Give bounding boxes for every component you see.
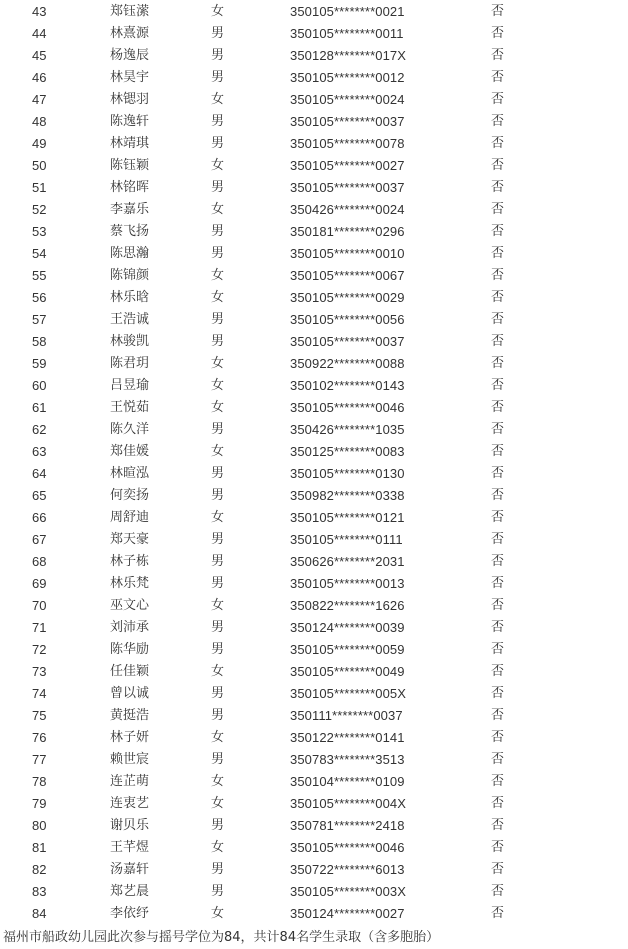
- row-number: 49: [32, 136, 47, 151]
- student-gender: 女: [211, 4, 225, 19]
- table-row: [0, 749, 628, 771]
- student-id-number: 350105********0037: [290, 334, 405, 349]
- status-flag: 否: [491, 532, 505, 547]
- row-number: 74: [32, 686, 47, 701]
- status-flag: 否: [491, 598, 505, 613]
- table-row: [0, 419, 628, 441]
- status-flag: 否: [491, 4, 505, 19]
- status-flag: 否: [491, 70, 505, 85]
- student-gender: 男: [211, 26, 225, 41]
- table-row: [0, 815, 628, 837]
- row-number: 51: [32, 180, 47, 195]
- student-name: 巫文心: [110, 598, 150, 613]
- student-id-number: 350626********2031: [290, 554, 405, 569]
- status-flag: 否: [491, 708, 505, 723]
- row-number: 55: [32, 268, 47, 283]
- student-id-number: 350102********0143: [290, 378, 405, 393]
- table-row: [0, 331, 628, 353]
- row-number: 73: [32, 664, 47, 679]
- student-name: 林暄泓: [110, 466, 150, 481]
- status-flag: 否: [491, 158, 505, 173]
- status-flag: 否: [491, 664, 505, 679]
- student-name: 何奕扬: [110, 488, 150, 503]
- student-id-number: 350105********0024: [290, 92, 405, 107]
- student-name: 刘沛承: [110, 620, 150, 635]
- student-id-number: 350105********0021: [290, 4, 405, 19]
- student-id-number: 350181********0296: [290, 224, 405, 239]
- table-row: [0, 353, 628, 375]
- table-row: [0, 309, 628, 331]
- student-name: 林乐梵: [110, 576, 150, 591]
- status-flag: 否: [491, 48, 505, 63]
- status-flag: 否: [491, 378, 505, 393]
- row-number: 72: [32, 642, 47, 657]
- student-name: 林铭晖: [110, 180, 150, 195]
- table-row: [0, 683, 628, 705]
- row-number: 54: [32, 246, 47, 261]
- student-id-number: 350105********004X: [290, 796, 407, 811]
- row-number: 66: [32, 510, 47, 525]
- table-row: [0, 177, 628, 199]
- student-id-number: 350128********017X: [290, 48, 407, 63]
- student-name: 李嘉乐: [110, 202, 150, 217]
- status-flag: 否: [491, 312, 505, 327]
- student-name: 王芊煜: [110, 840, 150, 855]
- student-gender: 男: [211, 686, 225, 701]
- student-name: 曾以诚: [110, 686, 150, 701]
- student-name: 王浩诚: [110, 312, 150, 327]
- table-row: [0, 287, 628, 309]
- row-number: 68: [32, 554, 47, 569]
- status-flag: 否: [491, 862, 505, 877]
- table-row: [0, 573, 628, 595]
- student-gender: 男: [211, 246, 225, 261]
- student-name: 汤嘉轩: [110, 862, 150, 877]
- student-name: 连衷艺: [110, 796, 150, 811]
- row-number: 56: [32, 290, 47, 305]
- table-row: [0, 89, 628, 111]
- status-flag: 否: [491, 818, 505, 833]
- table-row: [0, 23, 628, 45]
- student-id-number: 350125********0083: [290, 444, 405, 459]
- status-flag: 否: [491, 136, 505, 151]
- student-id-number: 350105********0130: [290, 466, 405, 481]
- student-id-number: 350111********0037: [290, 708, 403, 723]
- table-row: [0, 199, 628, 221]
- table-row: [0, 221, 628, 243]
- student-name: 陈久洋: [110, 422, 150, 437]
- row-number: 50: [32, 158, 47, 173]
- student-name: 陈华励: [110, 642, 150, 657]
- status-flag: 否: [491, 26, 505, 41]
- row-number: 46: [32, 70, 47, 85]
- student-gender: 女: [211, 906, 225, 921]
- row-number: 75: [32, 708, 47, 723]
- footnote-text: 福州市船政幼儿园此次参与摇号学位为84，共计84名学生录取（含多胞胎）: [3, 930, 440, 945]
- status-flag: 否: [491, 114, 505, 129]
- student-id-number: 350781********2418: [290, 818, 405, 833]
- table-row: [0, 529, 628, 551]
- student-gender: 男: [211, 884, 225, 899]
- student-id-number: 350105********0049: [290, 664, 405, 679]
- row-number: 78: [32, 774, 47, 789]
- row-number: 53: [32, 224, 47, 239]
- row-number: 45: [32, 48, 47, 63]
- status-flag: 否: [491, 334, 505, 349]
- status-flag: 否: [491, 202, 505, 217]
- table-row: [0, 793, 628, 815]
- student-gender: 女: [211, 774, 225, 789]
- student-gender: 男: [211, 70, 225, 85]
- student-gender: 女: [211, 730, 225, 745]
- student-id-number: 350105********0027: [290, 158, 405, 173]
- student-gender: 女: [211, 444, 225, 459]
- table-row: [0, 551, 628, 573]
- status-flag: 否: [491, 444, 505, 459]
- student-name: 赖世宸: [110, 752, 150, 767]
- row-number: 83: [32, 884, 47, 899]
- row-number: 82: [32, 862, 47, 877]
- student-name: 周舒迪: [110, 510, 150, 525]
- student-name: 王悦茹: [110, 400, 150, 415]
- status-flag: 否: [491, 510, 505, 525]
- status-flag: 否: [491, 92, 505, 107]
- student-name: 蔡飞扬: [110, 224, 150, 239]
- student-gender: 男: [211, 180, 225, 195]
- status-flag: 否: [491, 906, 505, 921]
- status-flag: 否: [491, 268, 505, 283]
- row-number: 65: [32, 488, 47, 503]
- student-id-number: 350105********0037: [290, 180, 405, 195]
- status-flag: 否: [491, 246, 505, 261]
- row-number: 62: [32, 422, 47, 437]
- student-name: 郑天豪: [110, 532, 150, 547]
- table-row: [0, 441, 628, 463]
- row-number: 48: [32, 114, 47, 129]
- student-name: 陈逸轩: [110, 114, 150, 129]
- status-flag: 否: [491, 422, 505, 437]
- student-name: 林子栋: [110, 554, 150, 569]
- table-row: [0, 639, 628, 661]
- status-flag: 否: [491, 884, 505, 899]
- student-gender: 女: [211, 598, 225, 613]
- status-flag: 否: [491, 752, 505, 767]
- status-flag: 否: [491, 290, 505, 305]
- student-gender: 女: [211, 92, 225, 107]
- student-id-number: 350105********0012: [290, 70, 405, 85]
- student-id-number: 350105********0029: [290, 290, 405, 305]
- student-name: 陈思瀚: [110, 246, 150, 261]
- status-flag: 否: [491, 400, 505, 415]
- student-name: 杨逸辰: [110, 48, 150, 63]
- student-name: 林骏凯: [110, 334, 150, 349]
- student-gender: 男: [211, 752, 225, 767]
- student-name: 林子妍: [110, 730, 150, 745]
- student-gender: 男: [211, 466, 225, 481]
- student-gender: 女: [211, 400, 225, 415]
- student-gender: 女: [211, 378, 225, 393]
- student-gender: 男: [211, 224, 225, 239]
- student-gender: 男: [211, 620, 225, 635]
- row-number: 84: [32, 906, 47, 921]
- student-name: 陈锦颜: [110, 268, 150, 283]
- row-number: 63: [32, 444, 47, 459]
- student-gender: 男: [211, 422, 225, 437]
- table-row: [0, 727, 628, 749]
- student-gender: 男: [211, 862, 225, 877]
- row-number: 77: [32, 752, 47, 767]
- row-number: 52: [32, 202, 47, 217]
- status-flag: 否: [491, 488, 505, 503]
- student-id-number: 350105********0121: [290, 510, 405, 525]
- row-number: 58: [32, 334, 47, 349]
- student-gender: 女: [211, 356, 225, 371]
- student-id-number: 350426********0024: [290, 202, 405, 217]
- student-gender: 男: [211, 818, 225, 833]
- row-number: 79: [32, 796, 47, 811]
- student-gender: 男: [211, 708, 225, 723]
- student-name: 林靖琪: [110, 136, 150, 151]
- row-number: 47: [32, 92, 47, 107]
- status-flag: 否: [491, 730, 505, 745]
- student-gender: 男: [211, 532, 225, 547]
- table-row: [0, 881, 628, 903]
- student-name: 郑钰潆: [110, 4, 150, 19]
- status-flag: 否: [491, 620, 505, 635]
- row-number: 61: [32, 400, 47, 415]
- table-row: [0, 67, 628, 89]
- row-number: 44: [32, 26, 47, 41]
- student-id-number: 350105********0013: [290, 576, 405, 591]
- table-row: [0, 111, 628, 133]
- student-gender: 女: [211, 510, 225, 525]
- table-row: [0, 705, 628, 727]
- student-gender: 男: [211, 554, 225, 569]
- student-gender: 女: [211, 158, 225, 173]
- row-number: 60: [32, 378, 47, 393]
- table-row: [0, 1, 628, 23]
- student-gender: 女: [211, 268, 225, 283]
- row-number: 59: [32, 356, 47, 371]
- student-name: 李依纾: [110, 906, 150, 921]
- student-gender: 男: [211, 114, 225, 129]
- table-row: [0, 133, 628, 155]
- student-gender: 男: [211, 642, 225, 657]
- student-name: 任佳颖: [110, 664, 150, 679]
- enrollment-table: [0, 1, 628, 925]
- student-id-number: 350105********0010: [290, 246, 405, 261]
- student-id-number: 350105********0111: [290, 532, 403, 547]
- student-name: 林熹源: [110, 26, 150, 41]
- student-id-number: 350105********0056: [290, 312, 405, 327]
- student-id-number: 350104********0109: [290, 774, 405, 789]
- student-id-number: 350105********0078: [290, 136, 405, 151]
- status-flag: 否: [491, 840, 505, 855]
- student-name: 谢贝乐: [110, 818, 150, 833]
- student-id-number: 350124********0027: [290, 906, 405, 921]
- student-gender: 男: [211, 48, 225, 63]
- student-name: 吕昱瑜: [110, 378, 150, 393]
- student-name: 黄挺浩: [110, 708, 150, 723]
- student-gender: 男: [211, 488, 225, 503]
- table-row: [0, 485, 628, 507]
- table-row: [0, 661, 628, 683]
- row-number: 67: [32, 532, 47, 547]
- table-row: [0, 155, 628, 177]
- status-flag: 否: [491, 356, 505, 371]
- row-number: 81: [32, 840, 47, 855]
- student-gender: 男: [211, 576, 225, 591]
- row-number: 71: [32, 620, 47, 635]
- student-gender: 男: [211, 136, 225, 151]
- student-gender: 女: [211, 202, 225, 217]
- student-id-number: 350105********0059: [290, 642, 405, 657]
- status-flag: 否: [491, 796, 505, 811]
- student-gender: 女: [211, 664, 225, 679]
- status-flag: 否: [491, 576, 505, 591]
- table-row: [0, 617, 628, 639]
- student-name: 林昊宇: [110, 70, 150, 85]
- student-name: 林乐晗: [110, 290, 150, 305]
- student-id-number: 350105********003X: [290, 884, 407, 899]
- student-gender: 女: [211, 796, 225, 811]
- student-id-number: 350783********3513: [290, 752, 405, 767]
- student-id-number: 350105********0046: [290, 840, 405, 855]
- student-id-number: 350426********1035: [290, 422, 405, 437]
- status-flag: 否: [491, 686, 505, 701]
- row-number: 43: [32, 4, 47, 19]
- student-id-number: 350105********005X: [290, 686, 407, 701]
- status-flag: 否: [491, 774, 505, 789]
- table-row: [0, 375, 628, 397]
- student-id-number: 350105********0037: [290, 114, 405, 129]
- status-flag: 否: [491, 642, 505, 657]
- table-row: [0, 507, 628, 529]
- student-name: 陈君玥: [110, 356, 150, 371]
- student-id-number: 350124********0039: [290, 620, 405, 635]
- student-id-number: 350722********6013: [290, 862, 405, 877]
- status-flag: 否: [491, 466, 505, 481]
- student-gender: 女: [211, 840, 225, 855]
- student-name: 林锶羽: [110, 92, 150, 107]
- row-number: 69: [32, 576, 47, 591]
- student-id-number: 350982********0338: [290, 488, 405, 503]
- student-id-number: 350105********0011: [290, 26, 404, 41]
- student-id-number: 350922********0088: [290, 356, 405, 371]
- student-name: 郑佳媛: [110, 444, 150, 459]
- student-id-number: 350122********0141: [290, 730, 405, 745]
- table-row: [0, 837, 628, 859]
- table-row: [0, 397, 628, 419]
- table-row: [0, 903, 628, 925]
- student-id-number: 350105********0067: [290, 268, 405, 283]
- status-flag: 否: [491, 224, 505, 239]
- table-row: [0, 463, 628, 485]
- row-number: 70: [32, 598, 47, 613]
- table-row: [0, 243, 628, 265]
- row-number: 57: [32, 312, 47, 327]
- table-row: [0, 859, 628, 881]
- row-number: 76: [32, 730, 47, 745]
- student-gender: 男: [211, 312, 225, 327]
- table-row: [0, 595, 628, 617]
- student-gender: 女: [211, 290, 225, 305]
- student-name: 陈钰颖: [110, 158, 150, 173]
- status-flag: 否: [491, 554, 505, 569]
- student-id-number: 350105********0046: [290, 400, 405, 415]
- row-number: 80: [32, 818, 47, 833]
- table-row: [0, 771, 628, 793]
- student-name: 郑艺晨: [110, 884, 150, 899]
- student-gender: 男: [211, 334, 225, 349]
- table-row: [0, 45, 628, 67]
- table-row: [0, 265, 628, 287]
- student-name: 连芷萌: [110, 774, 150, 789]
- row-number: 64: [32, 466, 47, 481]
- student-id-number: 350822********1626: [290, 598, 405, 613]
- status-flag: 否: [491, 180, 505, 195]
